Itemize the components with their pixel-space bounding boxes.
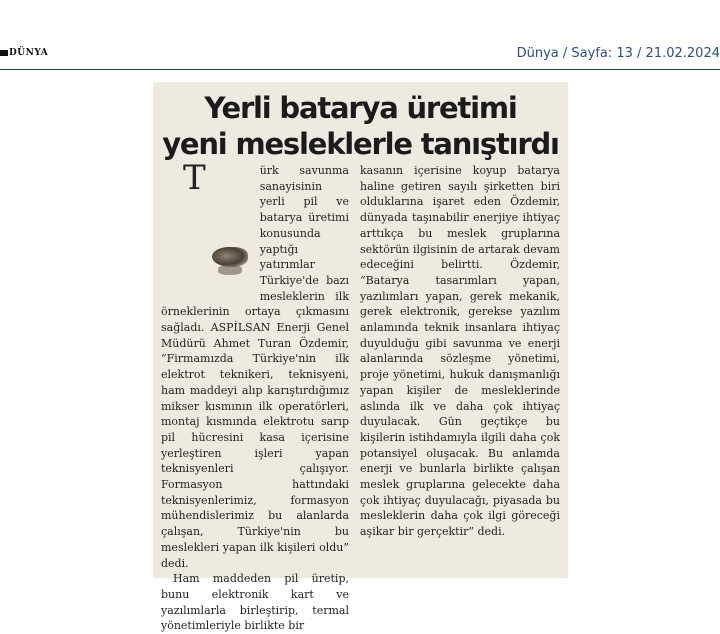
article-column-left <box>161 158 349 634</box>
newspaper-clipping <box>153 82 568 633</box>
newspaper-logo <box>0 48 48 58</box>
logo-text: DÜNYA <box>9 48 49 58</box>
article-column-right <box>360 163 560 540</box>
logo-mark-icon <box>0 50 8 56</box>
article-headline <box>153 90 568 162</box>
page-header <box>0 0 720 70</box>
left-paragraph-2: Ham maddeden pil üretip, bunu elektronik kart ve yazılımlarla birleştirip, termal yönetimleriyle birlikte bir <box>161 572 349 633</box>
source-info: Dünya / Sayfa: 13 / 21.02.2024 <box>516 46 720 61</box>
portrait-shadow <box>218 265 242 275</box>
drop-cap: T <box>183 158 206 198</box>
header-rule <box>0 69 720 70</box>
portrait-photo <box>208 171 254 291</box>
headline-line-1: Yerli batarya üretimi <box>204 91 517 125</box>
portrait-image <box>212 247 248 267</box>
right-paragraph-1: kasanın içerisine koyup batarya haline getiren sayılı şirketten biri olduklarına işaret eden Özdemir, dünyada taşınabilir enerjiye ihtiyaç arttıkça bu meslek gruplarına sektörün ilgisinin de artarak devam edeceğini belirtti. Özdemir, “Batarya tasarımları yapan, yazılımları yapan, gerek mekanik, gerek elektronik, gerekse yazılım anlamında teknik insanlara ihtiyaç duyulduğu gibi savunma ve enerji alanlarında sözleşme yönetimi, proje yönetimi, hukuk danışmanlığı yapan kişiler de mesleklerinde aslında ilk ve daha çok ihtiyaç duyulacak. Gün geçtikçe bu kişilerin istihdamıyla ilgili daha çok potansiyel oluşacak. Bu anlamda enerji ve bunlarla birlikte çalışan meslek gruplarına gelecekte daha çok ihtiyaç duyulacağı, piyasada bu mesleklerin daha çok ilgi göreceği aşikar bir gerçektir” dedi. <box>360 164 560 539</box>
headline-line-2: yeni mesleklerle tanıştırdı <box>162 127 559 161</box>
left-paragraph-1: ürk savunma sanayisinin yerli pil ve batarya üretimi konusunda yaptığı yatırımlar Türkiye'de bazı mesleklerin ilk örneklerinin ortaya çıkmasını sağladı. ASPİLSAN Enerji Genel Müdürü Ahmet Turan Özdemir, “Firmamızda Türkiye'nin ilk elektrot teknikeri, teknisyeni, ham maddeyi alıp karıştırdığımız mikser kısmının ilk operatörleri, montaj kısmında elektrotu sarıp pil hücresini kasa içerisine yerleştiren işleri yapan teknisyenleri çalışıyor. Formasyon hattındaki teknisyenlerimiz, formasyon mühendislerimiz bu alanlarda çalışan, Türkiye'nin bu meslekleri yapan ilk kişileri oldu” dedi. <box>161 164 349 570</box>
